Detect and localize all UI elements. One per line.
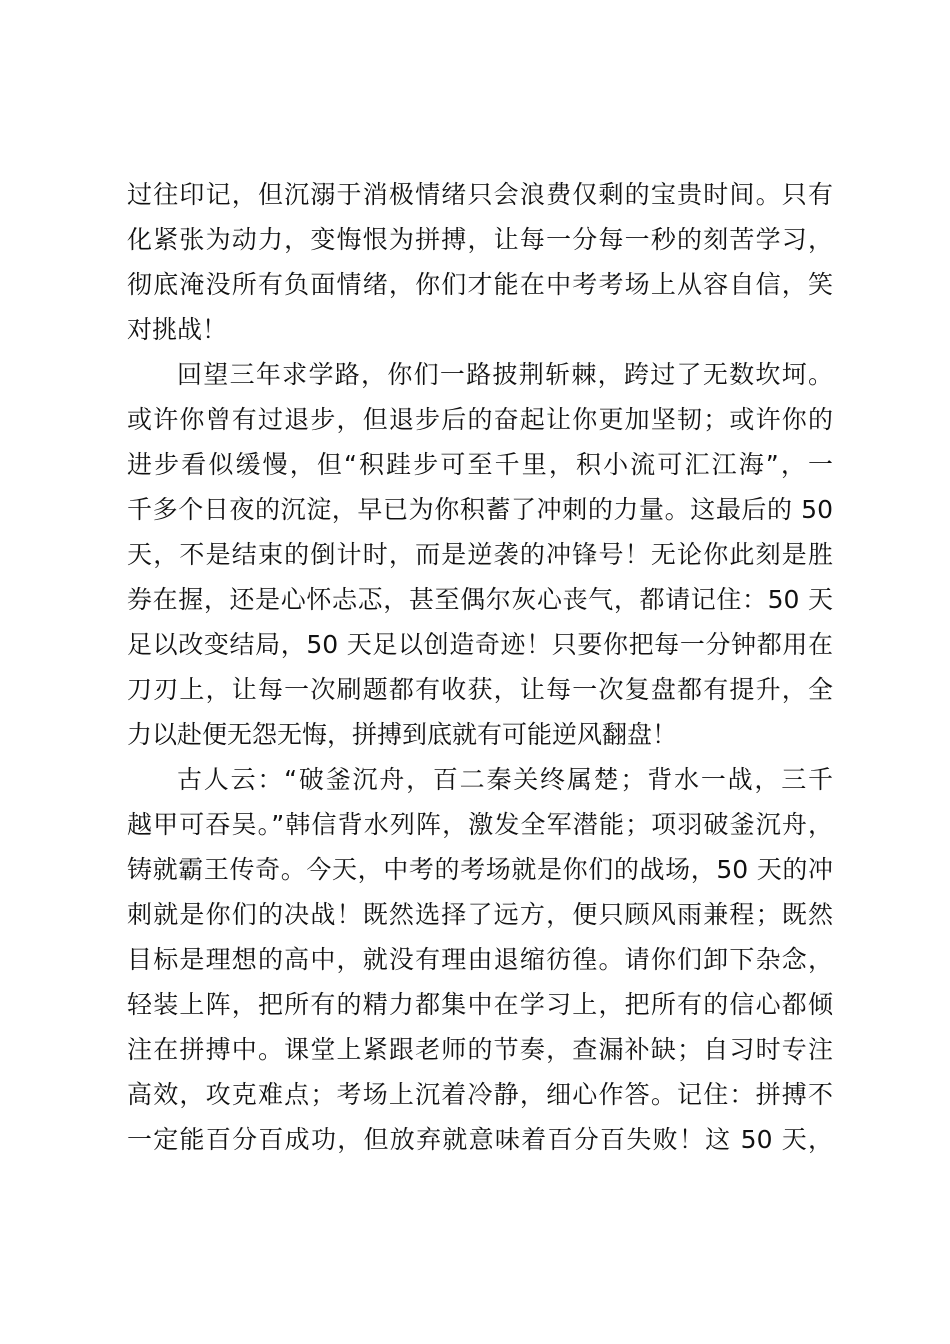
paragraph	[127, 172, 833, 352]
text-line: 刺就是你们的决战！既然选择了远方，便只顾风雨兼程；既然	[127, 900, 833, 929]
text-line: 轻装上阵，把所有的精力都集中在学习上，把所有的信心都倾	[127, 990, 833, 1019]
text-line: 一定能百分百成功，但放弃就意味着百分百失败！这 50 天，	[127, 1125, 833, 1154]
text-line: 目标是理想的高中，就没有理由退缩彷徨。请你们卸下杂念，	[127, 945, 833, 974]
paragraph	[127, 757, 833, 1162]
body-text	[127, 172, 833, 1162]
text-line: 化紧张为动力，变悔恨为拼搏，让每一分每一秒的刻苦学习，	[127, 225, 833, 254]
text-line: 券在握，还是心怀忐忑，甚至偶尔灰心丧气，都请记住：50 天	[127, 585, 833, 614]
text-line: 千多个日夜的沉淀，早已为你积蓄了冲刺的力量。这最后的 50	[127, 495, 833, 524]
text-line: 过往印记，但沉溺于消极情绪只会浪费仅剩的宝贵时间。只有	[127, 180, 833, 209]
text-line: 力以赴便无怨无悔，拼搏到底就有可能逆风翻盘！	[127, 720, 678, 749]
text-line: 刀刃上，让每一次刷题都有收获，让每一次复盘都有提升，全	[127, 675, 833, 704]
text-line: 注在拼搏中。课堂上紧跟老师的节奏，查漏补缺；自习时专注	[127, 1035, 833, 1064]
text-line: 足以改变结局，50 天足以创造奇迹！只要你把每一分钟都用在	[127, 630, 833, 659]
text-line: 越甲可吞吴。”韩信背水列阵，激发全军潜能；项羽破釜沉舟，	[127, 810, 833, 839]
text-line: 彻底淹没所有负面情绪，你们才能在中考考场上从容自信，笑	[127, 270, 833, 299]
text-line: 古人云：“破釜沉舟，百二秦关终属楚；背水一战，三千	[177, 765, 833, 794]
paragraph	[127, 352, 833, 757]
text-line: 或许你曾有过退步，但退步后的奋起让你更加坚韧；或许你的	[127, 405, 833, 434]
text-line: 进步看似缓慢，但“积跬步可至千里，积小流可汇江海”，一	[127, 450, 833, 479]
text-line: 铸就霸王传奇。今天，中考的考场就是你们的战场，50 天的冲	[127, 855, 833, 884]
text-line: 高效，攻克难点；考场上沉着冷静，细心作答。记住：拼搏不	[127, 1080, 833, 1109]
text-line: 回望三年求学路，你们一路披荆斩棘，跨过了无数坎坷。	[177, 360, 833, 389]
text-line: 对挑战！	[127, 315, 228, 344]
text-line: 天，不是结束的倒计时，而是逆袭的冲锋号！无论你此刻是胜	[127, 540, 833, 569]
